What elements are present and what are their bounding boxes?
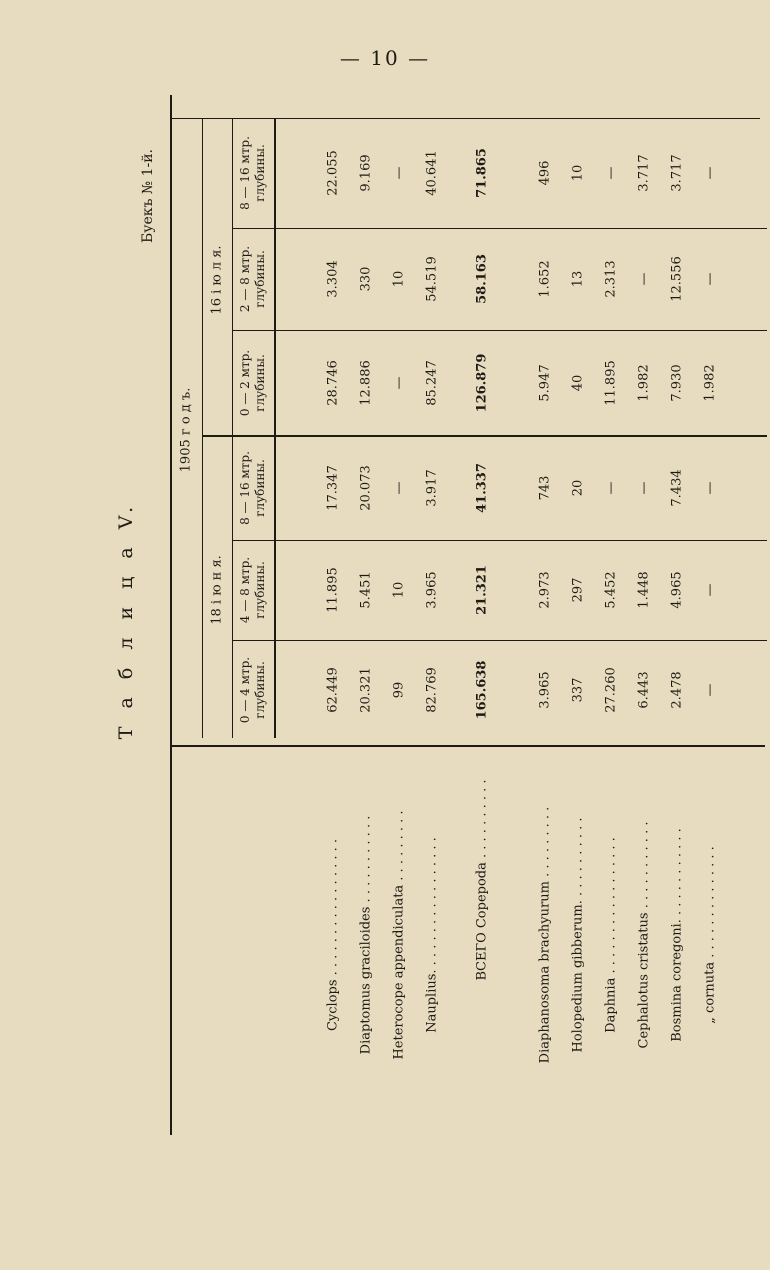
table-cell: 297 [570, 577, 586, 603]
table-cell: 7.930 [669, 363, 685, 402]
table-cell: 5.947 [537, 363, 553, 402]
table-cell: 40.641 [424, 150, 440, 196]
table-cell: 337 [570, 677, 586, 703]
table-cell: 12.556 [669, 256, 685, 302]
table-cell: 3.717 [669, 154, 685, 192]
header-year-rule [170, 118, 760, 119]
column-depth-label: 8 — 16 мтр. [238, 136, 252, 210]
column-depth-label: 0 — 2 мтр. [238, 349, 252, 416]
column-unit-label: глубины. [253, 458, 267, 517]
page-number: — 10 — [339, 46, 431, 70]
column-header [238, 451, 268, 525]
column-header [238, 136, 268, 210]
table-cell: 5.452 [603, 571, 619, 609]
table-cell: 3.917 [424, 468, 440, 507]
column-unit-label: глубины. [253, 144, 267, 202]
table-cell: — [702, 481, 718, 494]
table-cell: 41.337 [474, 462, 490, 513]
table-title: Т а б л и ц а V. [115, 500, 137, 740]
table-cell: 4.965 [669, 571, 685, 609]
column-depth-label: 0 — 4 мтр. [238, 656, 252, 724]
table-cell: 743 [537, 475, 553, 500]
column-header [238, 349, 268, 415]
column-separator [232, 228, 767, 229]
table-cell: 85.247 [424, 359, 440, 406]
header-depth-divider [232, 118, 233, 738]
table-cell: 126.879 [474, 353, 490, 412]
date-header-june: 18 і ю н я. [209, 555, 225, 625]
header-body-separator [170, 745, 765, 747]
table-cell: 17.347 [325, 464, 341, 511]
table-cell: — [391, 166, 407, 180]
table-cell: 58.163 [474, 254, 490, 304]
table-cell: 7.434 [669, 468, 685, 507]
column-header [238, 657, 268, 723]
table-cell: — [702, 272, 718, 286]
table-cell: 1.982 [636, 363, 652, 402]
species-name: ВСЕГО Copepoda . . . . . . . . . . [474, 779, 490, 981]
table-cell: — [702, 166, 718, 180]
species-name: Nauplius. . . . . . . . . . . . . . . . . [424, 837, 440, 1033]
table-cell: — [702, 583, 718, 597]
table-cell: 20.321 [358, 667, 374, 713]
table-cell: 20.073 [358, 464, 374, 511]
table-cell: 496 [537, 160, 553, 186]
table-cell: 2.478 [669, 671, 685, 709]
table-cell: 27.260 [603, 667, 619, 713]
table-cell: 13 [570, 270, 586, 288]
table-cell: 62.449 [325, 667, 341, 713]
table-cell: 10 [391, 581, 407, 599]
column-separator [232, 640, 767, 641]
table-cell: 10 [391, 270, 407, 288]
species-name: Diaptomus graciloides . . . . . . . . . . . [358, 815, 374, 1055]
table-cell: 82.769 [424, 667, 440, 713]
year-header: 1905 г о д ъ. [178, 387, 194, 473]
table-cell: 165.638 [474, 660, 490, 720]
column-depth-label: 2 — 8 мтр. [238, 245, 252, 313]
table-cell: — [603, 166, 619, 180]
table-cell: 11.895 [325, 567, 341, 613]
table-cell: 40 [570, 374, 586, 391]
species-name: Cyclops . . . . . . . . . . . . . . . . . [325, 838, 341, 1032]
table-cell: 54.519 [424, 256, 440, 302]
column-unit-label: глубины. [253, 661, 267, 719]
table-cell: 330 [358, 266, 374, 292]
table-cell: — [636, 272, 652, 286]
column-separator [232, 540, 767, 541]
species-name: Holopedium gibberum. . . . . . . . . . . [570, 817, 586, 1053]
table-cell: 1.448 [636, 571, 652, 609]
table-cell: 3.965 [424, 571, 440, 609]
table-cell: 2.313 [603, 260, 619, 298]
table-cell: 11.895 [603, 359, 619, 406]
header-date-divider [202, 118, 203, 738]
species-name: Bosmina coregoni. . . . . . . . . . . . [669, 828, 685, 1042]
date-header-july: 16 і ю л я. [209, 245, 225, 315]
table-cell: 20 [570, 479, 586, 496]
column-unit-label: глубины. [253, 250, 267, 308]
column-separator [232, 330, 767, 331]
species-name: Diaphanosoma brachyurum . . . . . . . . . [537, 806, 553, 1064]
species-name: Cephalotus cristatus . . . . . . . . . . . [636, 821, 652, 1049]
table-cell: — [636, 481, 652, 494]
table-left-border [170, 95, 172, 1135]
table-cell: 3.965 [537, 671, 553, 709]
column-unit-label: глубины. [253, 353, 267, 412]
table-cell: 1.652 [537, 260, 553, 298]
table-cell: 3.717 [636, 154, 652, 192]
group-separator [202, 435, 767, 437]
table-cell: 2.973 [537, 571, 553, 609]
table-cell: 6.443 [636, 671, 652, 709]
table-cell: — [391, 376, 407, 389]
table-cell: 9.169 [358, 154, 374, 192]
column-header [238, 246, 268, 312]
species-name: „ cornuta . . . . . . . . . . . . . . [702, 846, 718, 1024]
table-cell: 3.304 [325, 260, 341, 298]
table-cell: 28.746 [325, 359, 341, 406]
table-cell: 12.886 [358, 359, 374, 406]
table-cell: 10 [570, 164, 586, 182]
buoy-label: Буекъ № 1-й. [140, 148, 156, 244]
header-bottom-rule [274, 118, 276, 738]
column-depth-label: 4 — 8 мтр. [238, 556, 252, 624]
table-cell: 71.865 [474, 148, 490, 198]
table-cell: 99 [391, 681, 407, 699]
species-name: Heterocope appendiculata . . . . . . . . . [391, 810, 407, 1060]
species-name: Daphnia . . . . . . . . . . . . . . . . . [603, 837, 619, 1033]
column-depth-label: 8 — 16 мтр. [238, 450, 252, 525]
table-cell: 22.055 [325, 150, 341, 196]
table-cell: 1.982 [702, 363, 718, 402]
column-header [238, 557, 268, 623]
table-cell: — [702, 683, 718, 697]
column-unit-label: глубины. [253, 561, 267, 619]
table-cell: 5.451 [358, 571, 374, 609]
table-cell: — [391, 481, 407, 494]
table-cell: — [603, 481, 619, 494]
table-cell: 21.321 [474, 565, 490, 615]
